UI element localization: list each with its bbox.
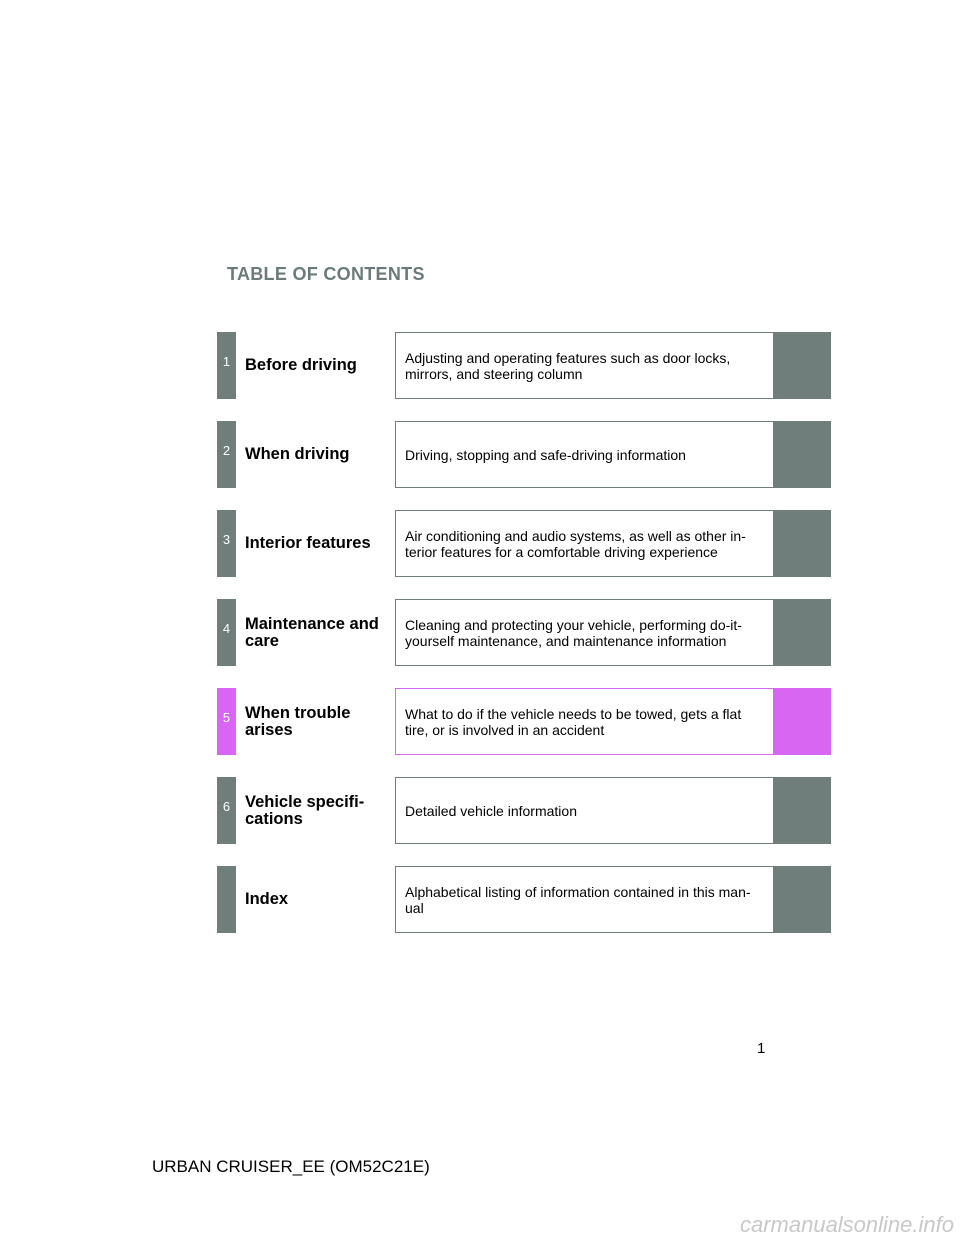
section-heading[interactable]: When trouble arises	[245, 703, 351, 739]
section-number: 1	[222, 354, 231, 369]
section-heading[interactable]: When driving	[245, 445, 350, 463]
section-tab	[217, 510, 236, 577]
section-heading[interactable]: Vehicle specifi-cations	[245, 792, 365, 828]
thumb-tab[interactable]	[773, 421, 831, 488]
section-heading[interactable]: Index	[245, 890, 289, 908]
section-number: 4	[222, 621, 231, 636]
toc-row-interior-features[interactable]	[217, 510, 831, 577]
section-description-box	[395, 510, 775, 577]
section-heading[interactable]: Interior features	[245, 534, 371, 552]
section-heading[interactable]: Before driving	[245, 356, 357, 374]
thumb-tab[interactable]	[773, 332, 831, 399]
toc-row-before-driving[interactable]	[217, 332, 831, 399]
section-description: Alphabetical listing of information contained in this man-ual	[405, 883, 751, 916]
section-description: Detailed vehicle information	[405, 802, 577, 819]
section-tab	[217, 777, 236, 844]
watermark: carmanualsonline.info	[739, 1212, 954, 1237]
section-description: What to do if the vehicle needs to be towed, gets a flat tire, or is involved in an accident	[405, 705, 742, 738]
section-tab	[217, 866, 236, 933]
thumb-tab[interactable]	[773, 599, 831, 666]
section-description-box	[395, 332, 775, 399]
toc-row-when-driving[interactable]	[217, 421, 831, 488]
section-description-box	[395, 421, 775, 488]
section-tab	[217, 688, 236, 755]
document-footer: URBAN CRUISER_EE (OM52C21E)	[152, 1157, 430, 1176]
section-number: 3	[222, 532, 231, 547]
section-number: 2	[222, 443, 231, 458]
toc-row-when-trouble-arises[interactable]	[217, 688, 831, 755]
section-description-box	[395, 599, 775, 666]
section-description-box	[395, 866, 775, 933]
section-description: Driving, stopping and safe-driving information	[405, 446, 686, 463]
page-number: 1	[757, 1040, 766, 1057]
section-description: Cleaning and protecting your vehicle, performing do-it-yourself maintenance, and maintenance information	[405, 616, 742, 649]
section-tab	[217, 599, 236, 666]
thumb-tab[interactable]	[773, 777, 831, 844]
toc-row-maintenance[interactable]	[217, 599, 831, 666]
section-description: Air conditioning and audio systems, as well as other in-terior features for a comfortable driving experience	[405, 527, 746, 560]
thumb-tab[interactable]	[773, 866, 831, 933]
section-description-box	[395, 688, 775, 755]
section-description: Adjusting and operating features such as door locks, mirrors, and steering column	[405, 349, 731, 382]
toc-row-index[interactable]	[217, 866, 831, 933]
section-heading[interactable]: Maintenance and care	[245, 614, 379, 650]
thumb-tab[interactable]	[773, 688, 831, 755]
section-tab	[217, 421, 236, 488]
thumb-tab[interactable]	[773, 510, 831, 577]
section-number: 5	[222, 710, 231, 725]
page-title: TABLE OF CONTENTS	[227, 264, 425, 284]
section-description-box	[395, 777, 775, 844]
section-number: 6	[222, 799, 231, 814]
toc-row-vehicle-specifications[interactable]	[217, 777, 831, 844]
section-tab	[217, 332, 236, 399]
